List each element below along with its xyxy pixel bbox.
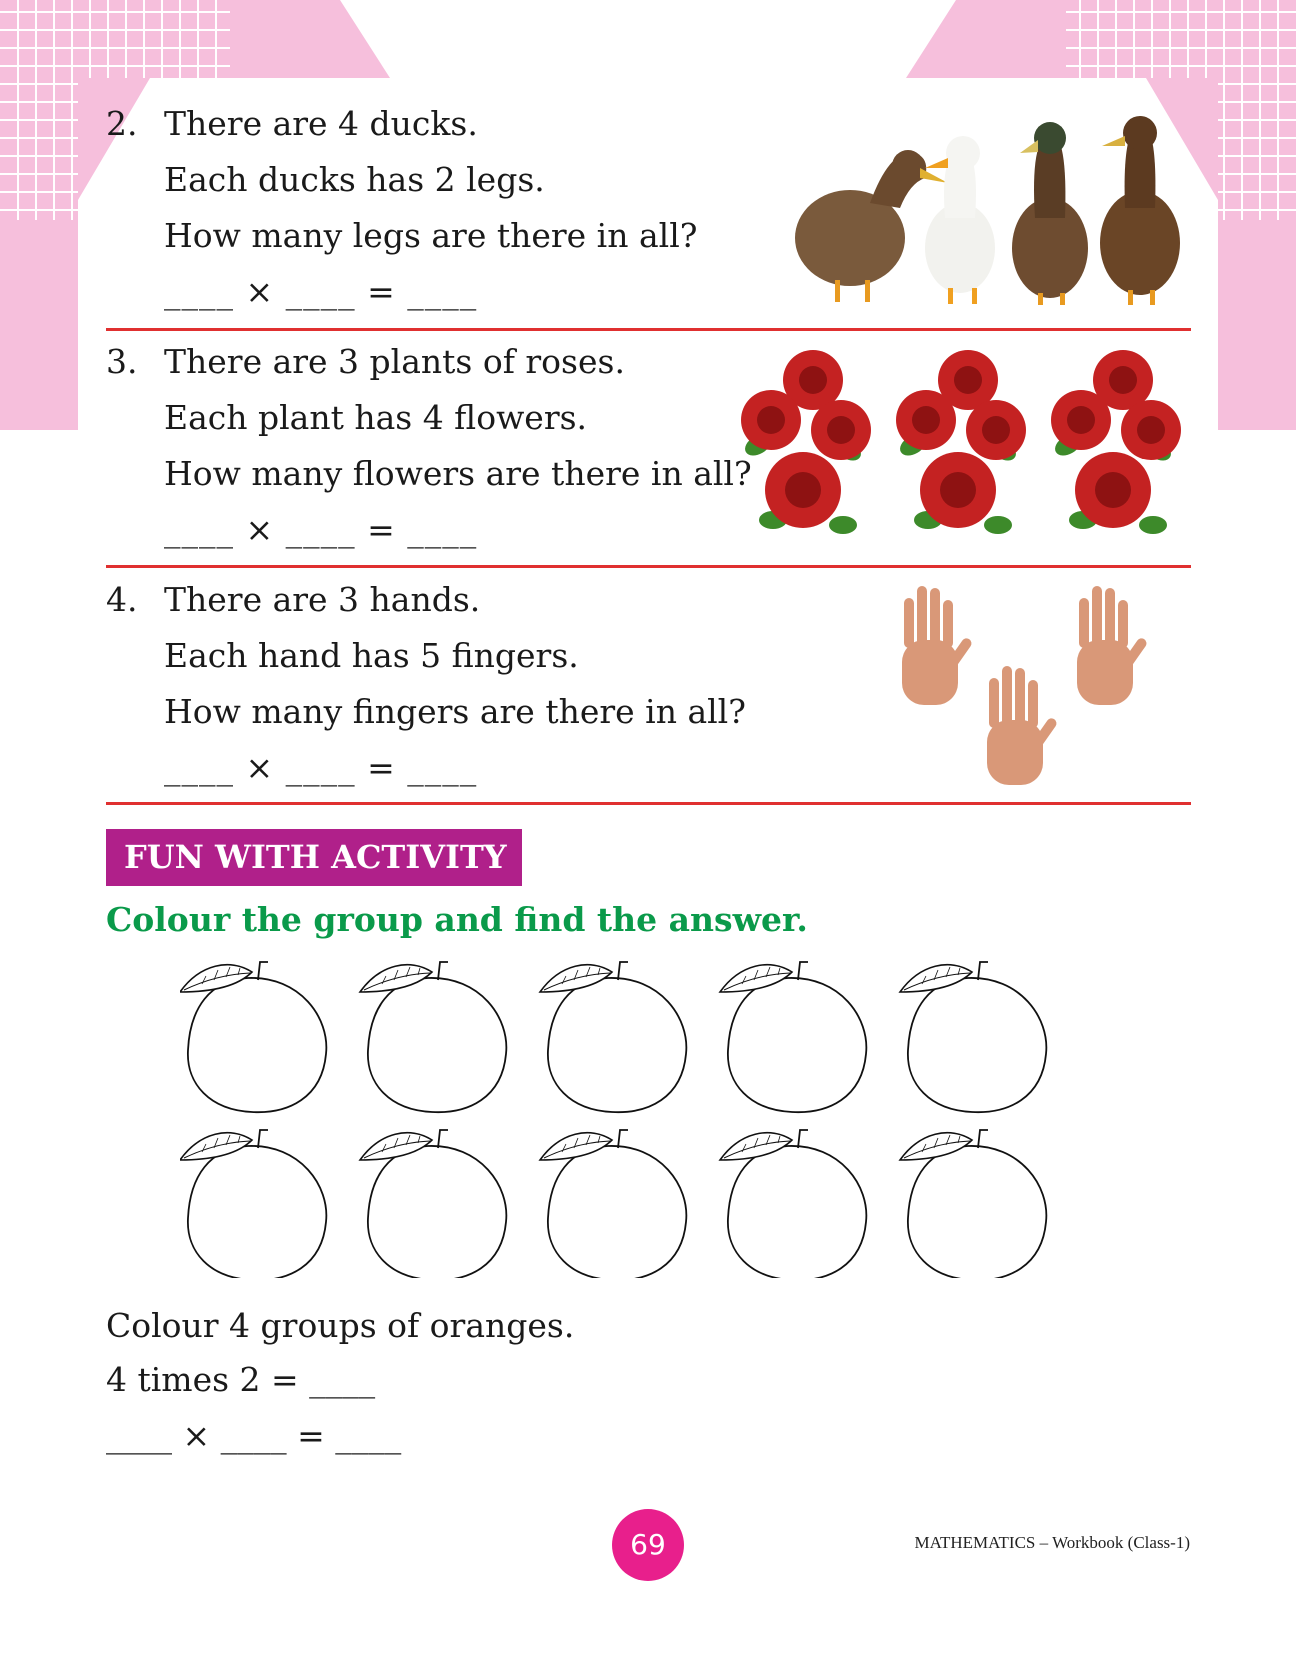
- question-line-1: There are 4 ducks.: [164, 104, 478, 143]
- question-line-3: How many flowers are there in all?: [164, 454, 752, 493]
- orange-outline-icon[interactable]: [180, 962, 326, 1112]
- hands-picture: [890, 578, 1160, 788]
- orange-outline-icon[interactable]: [720, 962, 866, 1112]
- orange-outline-icon[interactable]: [720, 1130, 866, 1278]
- orange-outline-icon[interactable]: [900, 1130, 1046, 1278]
- question-line-1: There are 3 plants of roses.: [164, 342, 625, 381]
- rose-bunch-icon: [741, 350, 871, 534]
- duck-icon: [925, 136, 995, 304]
- times-line[interactable]: 4 times 2 = ____: [106, 1360, 376, 1399]
- duck-icon: [1012, 122, 1088, 305]
- oranges-grid[interactable]: [180, 958, 1080, 1278]
- question-line-1: There are 3 hands.: [164, 580, 481, 619]
- question-line-2: Each hand has 5 fingers.: [164, 636, 579, 675]
- activity-task: Colour 4 groups of oranges.: [106, 1306, 575, 1345]
- activity-banner: FUN WITH ACTIVITY: [106, 829, 522, 886]
- orange-outline-icon[interactable]: [540, 962, 686, 1112]
- activity-instruction: Colour the group and find the answer.: [106, 900, 808, 939]
- hand-icon: [1077, 586, 1148, 705]
- rose-bunch-icon: [896, 350, 1026, 534]
- duck-icon: [1100, 116, 1180, 305]
- rose-bunch-icon: [1051, 350, 1181, 534]
- question-line-2: Each plant has 4 flowers.: [164, 398, 588, 437]
- answer-blank-row[interactable]: ____ × ____ = ____: [164, 272, 478, 311]
- answer-blank-row[interactable]: ____ × ____ = ____: [164, 510, 478, 549]
- page-number-badge: 69: [612, 1509, 684, 1581]
- roses-picture: [733, 350, 1193, 545]
- orange-outline-icon[interactable]: [900, 962, 1046, 1112]
- orange-outline-icon[interactable]: [540, 1130, 686, 1278]
- divider-rule: [106, 565, 1191, 568]
- question-line-3: How many fingers are there in all?: [164, 692, 746, 731]
- orange-outline-icon[interactable]: [360, 1130, 506, 1278]
- hand-icon: [902, 586, 973, 705]
- hand-icon: [987, 666, 1058, 785]
- answer-blank-row[interactable]: ____ × ____ = ____: [106, 1416, 402, 1455]
- question-number: 3.: [106, 342, 138, 381]
- divider-rule: [106, 328, 1191, 331]
- ducks-picture: [780, 108, 1190, 313]
- question-line-2: Each ducks has 2 legs.: [164, 160, 545, 199]
- question-number: 4.: [106, 580, 138, 619]
- divider-rule: [106, 802, 1191, 805]
- question-number: 2.: [106, 104, 138, 143]
- book-title: MATHEMATICS – Workbook (Class-1): [914, 1533, 1190, 1552]
- duck-icon: [795, 150, 948, 302]
- orange-outline-icon[interactable]: [180, 1130, 326, 1278]
- question-line-3: How many legs are there in all?: [164, 216, 698, 255]
- answer-blank-row[interactable]: ____ × ____ = ____: [164, 748, 478, 787]
- orange-outline-icon[interactable]: [360, 962, 506, 1112]
